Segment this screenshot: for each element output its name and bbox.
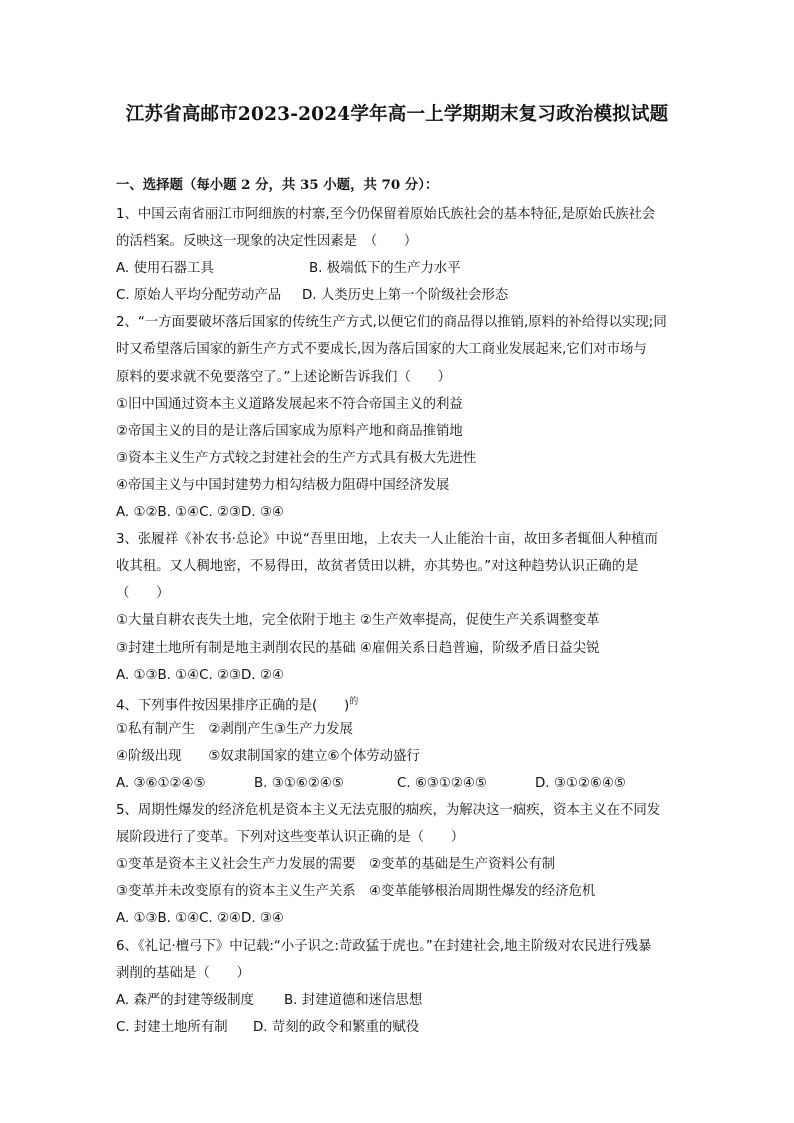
q2-stem-line-3: 原料的要求就不免要落空了。”上述论断告诉我们（ ）: [116, 369, 452, 385]
q5-statements-3-4: ③变革并未改变原有的资本主义生产关系 ④变革能够根治周期性爆发的经济危机: [116, 884, 596, 900]
question-2: [116, 309, 682, 526]
q1-option-b: B. 极端低下的生产力水平: [309, 261, 461, 277]
q2-statement-3: ③资本主义生产方式较之封建社会的生产方式具有极大先进性: [116, 450, 477, 466]
question-1: [116, 201, 682, 309]
question-5: [116, 797, 682, 932]
q1-option-d: D. 人类历史上第一个阶级社会形态: [302, 288, 509, 304]
section-heading: 一、选择题（每小题 2 分，共 35 小题，共 70 分）：: [116, 177, 439, 193]
q3-stem-line-3: （ ）: [116, 586, 170, 602]
question-3: [116, 526, 682, 689]
q2-statement-4: ④帝国主义与中国封建势力相勾结极力阻碍中国经济发展: [116, 477, 450, 493]
q6-option-b: B. 封建道德和迷信思想: [284, 992, 423, 1008]
q5-stem-line-1: 5、周期性爆发的经济危机是资本主义无法克服的痼疾，为解决这一痼疾，资本主义在不同发: [116, 803, 661, 819]
q4-options: [116, 770, 682, 797]
q4-events-1-3: ①私有制产生 ②剥削产生③生产力发展: [116, 721, 353, 737]
q2-statement-2: ②帝国主义的目的是让落后国家成为原料产地和商品推销地: [116, 423, 463, 439]
q1-option-c: C. 原始人平均分配劳动产品: [116, 288, 282, 304]
q3-stem-line-2: 收其租。又人稠地密，不易得田，故贫者赁田以耕，亦其势也。”对这种趋势认识正确的是: [116, 559, 639, 575]
q4-events-4-6: ④阶级出现 ⑤奴隶制国家的建立⑥个体劳动盛行: [116, 748, 420, 764]
q6-stem-line-2: 剥削的基础是（ ）: [116, 965, 250, 981]
exam-content: [116, 174, 682, 1041]
question-6: [116, 933, 682, 1041]
q6-options-ab: [116, 987, 682, 1014]
page-title: 江苏省高邮市2023-2024学年高一上学期期末复习政治模拟试题: [125, 104, 669, 125]
q3-options: A. ①③B. ①④C. ②③D. ②④: [116, 667, 284, 683]
q4-option-a: A. ③⑥①②④⑤: [116, 775, 206, 791]
q6-option-c: C. 封建土地所有制: [116, 1019, 228, 1035]
q5-options: A. ①③B. ①④C. ②④D. ③④: [116, 911, 284, 927]
q3-stem-line-1: 3、张履祥《补农书·总论》中说“吾里田地，上农夫一人止能治十亩，故田多者辄佃人种植而: [116, 532, 658, 548]
q1-option-a: A. 使用石器工具: [116, 261, 214, 277]
q4-stem-line-1: [116, 689, 682, 716]
q6-option-a: A. 森严的封建等级制度: [116, 992, 254, 1008]
q3-statements-3-4: ③封建土地所有制是地主剥削农民的基础 ④雇佣关系日趋普遍，阶级矛盾日益尖锐: [116, 640, 600, 656]
q4-option-b: B. ③①⑥②④⑤: [254, 775, 344, 791]
q6-option-d: D. 苛刻的政令和繁重的赋役: [253, 1019, 420, 1035]
q4-option-d: D. ③①②⑥④⑤: [535, 775, 626, 791]
q4-stem-text: 4、下列事件按因果排序正确的是( ): [116, 698, 350, 714]
q6-options-cd: [116, 1014, 682, 1041]
q4-option-c: C. ⑥③①②④⑤: [397, 775, 487, 791]
q2-statement-1: ①旧中国通过资本主义道路发展起来不符合帝国主义的利益: [116, 396, 463, 412]
q1-options-ab: [116, 255, 682, 282]
q5-stem-line-2: 展阶段进行了变革。下列对这些变革认识正确的是（ ）: [116, 830, 465, 846]
q1-stem-line-2: 的活档案。反映这一现象的决定性因素是 （ ）: [116, 234, 418, 250]
q6-stem-line-1: 6、《礼记·檀弓下》中记载:“小子识之:苛政猛于虎也。”在封建社会,地主阶级对农民进行残暴: [116, 938, 652, 954]
q2-options: A. ①②B. ①④C. ②③D. ③④: [116, 505, 284, 521]
q5-statements-1-2: ①变革是资本主义社会生产力发展的需要 ②变革的基础是生产资料公有制: [116, 857, 556, 873]
question-4: [116, 689, 682, 797]
q2-stem-line-1: 2、“一方面要破坏落后国家的传统生产方式,以便它们的商品得以推销,原料的补给得以实现;同: [116, 315, 667, 331]
q2-stem-line-2: 时又希望落后国家的新生产方式不要成长,因为落后国家的大工商业发展起来,它们对市场与: [116, 342, 647, 358]
q4-stray-mark: 的: [349, 696, 359, 707]
q3-statements-1-2: ①大量自耕农丧失土地，完全依附于地主 ②生产效率提高，促使生产关系调整变革: [116, 613, 600, 629]
q1-options-cd: [116, 282, 682, 309]
q1-stem-line-1: 1、中国云南省丽江市阿细族的村寨,至今仍保留着原始氏族社会的基本特征,是原始氏族社会: [116, 207, 656, 222]
